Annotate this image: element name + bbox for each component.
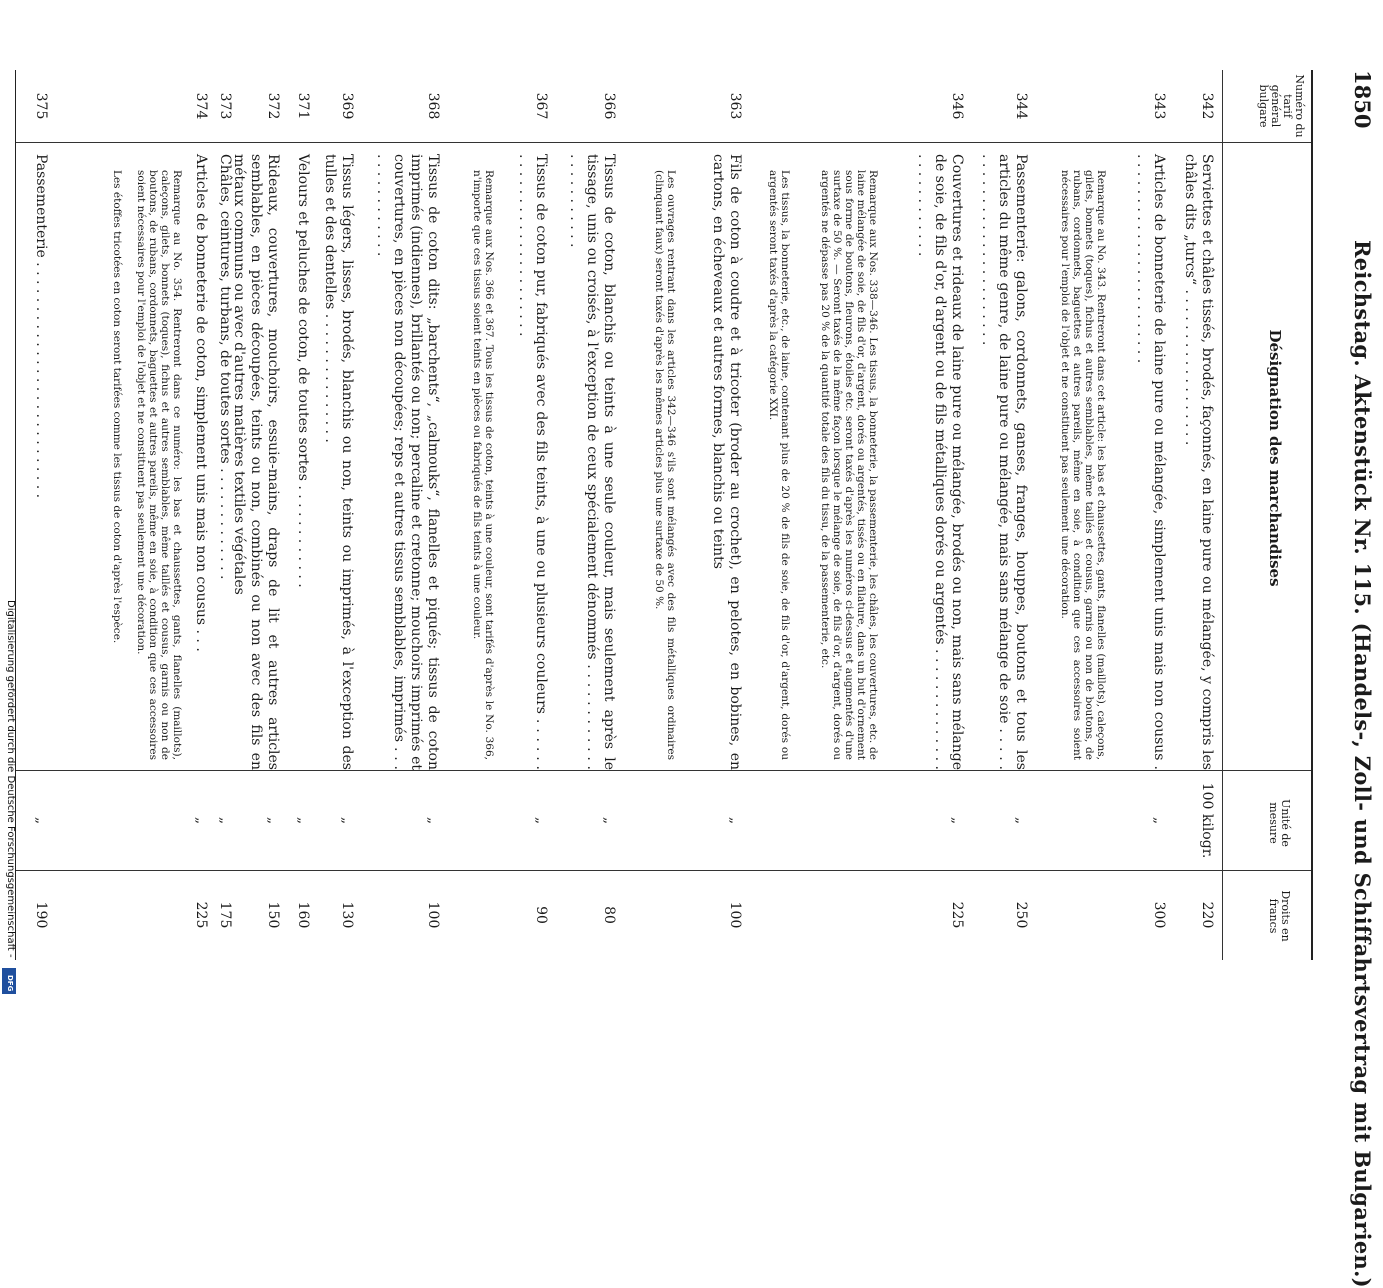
goods-description: Articles de bonneterie de coton, simplement unis mais non cousus . . .	[193, 154, 209, 652]
tariff-number: 371	[295, 92, 311, 120]
credit-text: Digitalisierung gefördert durch die Deutsche Forschungsgemeinschaft -	[5, 600, 16, 958]
goods-description: Passementerie: galons, cordonnets, ganses, franges, houppes, boutons et tous les articles du même genre, de laine pure ou mélangée, mais sans mélange de soie . . . . . . . . . . . . . . . . . . . . . . . . . . .	[979, 154, 1029, 770]
goods-description: Châles, ceintures, turbans, de toutes sortes . . . . . . . . . . . . .	[217, 154, 233, 580]
unit-of-measure: 100 kilogr.	[1199, 782, 1215, 859]
column-divider	[16, 770, 1311, 771]
tariff-number: 374	[193, 92, 209, 120]
tariff-table	[15, 70, 1313, 960]
duty-value: 80	[601, 906, 617, 924]
column-header-designation: Désignation des marchandises	[1266, 329, 1284, 587]
goods-description: Tissus de coton, blanchis ou teints à une seule couleur, mais seulement après le tissage, unis ou croisés, à l'exception de ceux spécialement dénommés . . . . . . . . . . . . . . . . . . . . . . .	[567, 154, 617, 770]
tariff-number: 363	[727, 92, 743, 120]
unit-of-measure: „	[727, 816, 743, 825]
running-title: Reichstag. Aktenstück Nr. 115. (Handels-, Zoll- und Schiffahrtsvertrag mit Bulgarien.)	[1350, 240, 1375, 1288]
remark-text: Remarque au No. 343. Rentreront dans cet article: les bas et chaussettes, gants, flanelles (maillots), caleçons, gilets, bonnets (toques), fichus et autres semblables, même taillés et cousus, garnis ou non de boutons, de rubans, cordonnets, baguettes et autres pareils, même en soie, à condition que ces accessoires soient nécessaires pour l'emploi de l'objet et ne constituent pas seulement une décoration.	[1059, 170, 1107, 760]
dfg-logo-text: DFG	[6, 975, 14, 992]
unit-of-measure: „	[601, 816, 617, 825]
tariff-number: 368	[425, 92, 441, 120]
unit-of-measure: „	[295, 816, 311, 825]
duty-value: 90	[533, 906, 549, 924]
column-divider	[16, 142, 1311, 143]
tariff-number: 367	[533, 92, 549, 120]
duty-value: 100	[425, 901, 441, 929]
goods-description: Fils de coton à coudre et à tricoter (broder au crochet), en pelotes, en bobines, en cartons, en écheveaux et autres formes, blanchis ou teints	[710, 154, 743, 770]
tariff-number: 342	[1199, 92, 1215, 120]
duty-value: 225	[193, 901, 209, 929]
unit-of-measure: „	[339, 816, 355, 825]
goods-description: Passementerie . . . . . . . . . . . . . . . . . . . . . . . . . . .	[33, 154, 49, 499]
goods-description: Velours et peluches de coton, de toutes sortes . . . . . . . . . . . .	[295, 154, 311, 588]
remark-text: Les étoffes tricotées en coton seront tarifées comme les tissus de coton d'après l'espèce.	[111, 170, 123, 644]
dfg-logo	[2, 968, 16, 994]
unit-of-measure: „	[425, 816, 441, 825]
column-header-unit: Unité de mesure	[1267, 799, 1292, 847]
remark-text: Remarque aux Nos. 366 et 367. Tous les tissus de coton, teints à une couleur, sont tarifés d'après le No. 366, n'importe que ces tissus soient teints en pièces ou fabriqués de fils teints à une couleur.	[471, 170, 495, 760]
goods-description: Serviettes et châles tissés, brodés, façonnés, en laine pure ou mélangée, y compris les châles dits „turcs“ . . . . . . . . . . . . . . . . . .	[1182, 154, 1215, 770]
duty-value: 225	[949, 901, 965, 929]
tariff-number: 373	[217, 92, 233, 120]
unit-of-measure: „	[949, 816, 965, 825]
duty-value: 220	[1199, 901, 1215, 929]
goods-description: Tissus de coton dits: „barchents“, „calmouks“, flanelles et piqués; tissus de coton imprimés (indiennes), brillantés ou non; percaline et cretonne; mouchoirs imprimés et couvertures, en pièces non découpées; reps et autres tissus semblables, imprimés . . . . . . . . . . . . . . .	[374, 154, 441, 770]
tariff-number: 346	[949, 92, 965, 120]
duty-value: 175	[217, 901, 233, 929]
column-header-number: Numéro du tarif général bulgare	[1257, 74, 1306, 138]
unit-of-measure: „	[265, 816, 281, 825]
duty-value: 300	[1151, 901, 1167, 929]
digitization-credit	[2, 600, 18, 998]
remark-text: Les ouvrages rentrant dans les articles 342—346 s'ils sont mélangés avec des fils métalliques ordinaires (clinquant faux) seront taxés d'après les mêmes articles plus une surtaxe de 50 %.	[653, 170, 677, 760]
tariff-number: 375	[33, 92, 49, 120]
header-divider	[1222, 70, 1223, 960]
duty-value: 100	[727, 901, 743, 929]
unit-of-measure: „	[533, 816, 549, 825]
tariff-number: 372	[265, 92, 281, 120]
unit-of-measure: „	[33, 816, 49, 825]
tariff-number: 344	[1013, 92, 1029, 120]
goods-description: Articles de bonneterie de laine pure ou mélangée, simplement unis mais non cousus . . . . . . . . . . . . . . . . . . . . . . . . .	[1134, 154, 1167, 770]
unit-of-measure: „	[1013, 816, 1029, 825]
goods-description: Rideaux, couvertures, mouchoirs, essuie-mains, draps de lit et autres articles semblables, en pièces découpées, teints ou non, combinés ou non avec des fils en métaux communs ou avec d'autres matières textiles végétales	[231, 154, 281, 770]
tariff-number: 369	[339, 92, 355, 120]
goods-description: Tissus légers, lisses, brodés, blanchis ou non, teints ou imprimés, à l'exception des tulles et des dentelles . . . . . . . . . . . . . . .	[322, 154, 355, 770]
remark-text: Remarque aux Nos. 338—346. Les tissus, la bonneterie, la passementerie, les châles, les couvertures, etc. de laine mélangée de soie, de fils d'or, d'argent, dorés ou argentés, tissés ou en filature, dans un but d'ornement sous forme de boutons, fleurons, étoiles etc. seront taxés d'après les numéros ci-dessus et augmentés d'une surtaxe de 50 %. — Seront taxés de la même façon lorsque le mélange de soie, de fils d'or, d'argent, dorés ou argentés ne dépasse pas 20 % de la quantité totale des fils du tissu, de la passementerie, etc.	[819, 170, 879, 760]
duty-value: 160	[295, 901, 311, 929]
page-number: 1850	[1350, 70, 1375, 129]
column-header-duty: Droits en francs	[1267, 890, 1292, 942]
duty-value: 130	[339, 901, 355, 929]
tariff-number: 343	[1151, 92, 1167, 120]
column-divider	[16, 870, 1311, 871]
goods-description: Couvertures et rideaux de laine pure ou mélangée, brodés ou non, mais sans mélange de soie, de fils d'or, d'argent ou de fils métalliques dorés ou argentés . . . . . . . . . . . . . . . . . . . . . . . . . .	[915, 154, 965, 770]
duty-value: 190	[33, 901, 49, 929]
tariff-number: 366	[601, 92, 617, 120]
duty-value: 150	[265, 901, 281, 929]
goods-description: Tissus de coton pur, fabriqués avec des fils teints, à une ou plusieurs couleurs . . . . . . . . . . . . . . . . . . . . . . . . . . .	[516, 154, 549, 770]
unit-of-measure: „	[193, 816, 209, 825]
duty-value: 250	[1013, 901, 1029, 929]
remark-text: Remarque au No. 354. Rentreront dans ce numéro: les bas et chaussettes, gants, flanelles (maillots), caleçons, gilets, bonnets (toques), fichus et autres semblables, même taillés et cousus, garnis ou non de boutons, de rubans, cordonnets, baguettes et autres pareils, même en soie, à condition que ces accessoires soient nécessaires pour l'emploi de l'objet et ne constituent pas seulement une décoration.	[135, 170, 183, 760]
page-header	[1329, 70, 1375, 1288]
remark-text: Les tissus, la bonneterie, etc., de laine, contenant plus de 20 % de fils de soie, de fils d'or, d'argent, dorés ou argentés seront taxés d'après la catégorie XXI.	[767, 170, 791, 760]
unit-of-measure: „	[1151, 816, 1167, 825]
unit-of-measure: „	[217, 816, 233, 825]
